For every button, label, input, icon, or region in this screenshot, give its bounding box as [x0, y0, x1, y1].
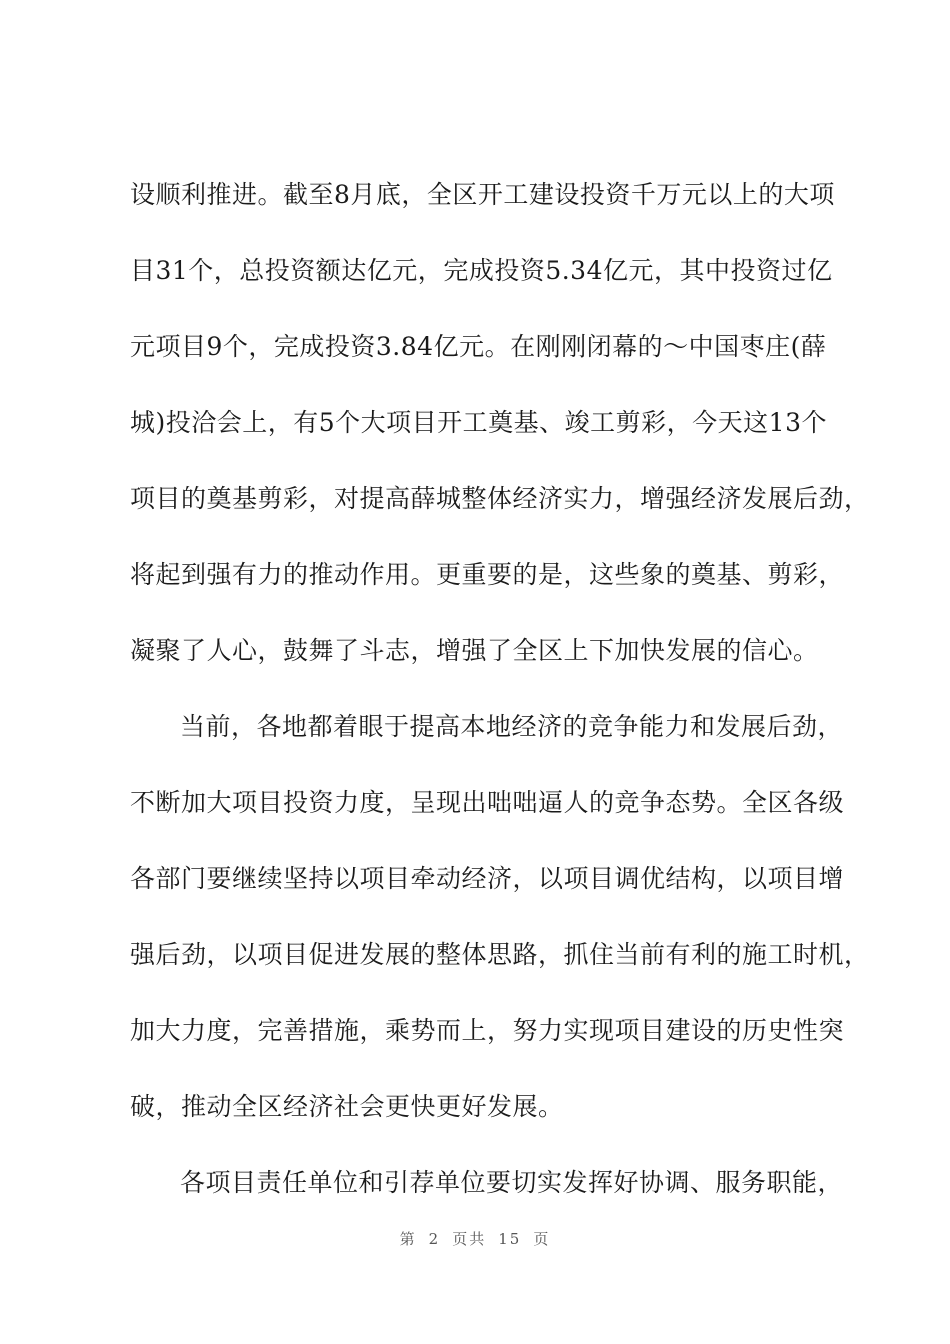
footer-suffix: 页 — [533, 1230, 551, 1248]
paragraph-1-line-3: 元项目9个，完成投资3.84亿元。在刚刚闭幕的～中国枣庄(薛 — [130, 332, 827, 361]
footer-current-page: 2 — [428, 1230, 441, 1248]
paragraph-2-line-1: 当前，各地都着眼于提高本地经济的竞争能力和发展后劲， — [180, 712, 844, 741]
paragraph-1-line-6: 将起到强有力的推动作用。更重要的是，这些象的奠基、剪彩， — [130, 560, 845, 589]
paragraph-2-line-6: 破，推动全区经济社会更快更好发展。 — [130, 1092, 564, 1121]
paragraph-2-line-5: 加大力度，完善措施，乘势而上，努力实现项目建设的历史性突 — [130, 1016, 845, 1045]
paragraph-2-line-4: 强后劲，以项目促进发展的整体思路，抓住当前有利的施工时机， — [130, 940, 870, 969]
paragraph-3-line-1: 各项目责任单位和引荐单位要切实发挥好协调、服务职能， — [180, 1168, 844, 1197]
paragraph-1-line-5: 项目的奠基剪彩，对提高薛城整体经济实力，增强经济发展后劲， — [130, 484, 870, 513]
paragraph-2-line-3: 各部门要继续坚持以项目牵动经济，以项目调优结构，以项目增 — [130, 864, 845, 893]
paragraph-1-line-2: 目31个，总投资额达亿元，完成投资5.34亿元，其中投资过亿 — [130, 256, 833, 285]
page-footer — [0, 1228, 950, 1249]
footer-total-pages: 15 — [498, 1230, 522, 1248]
footer-prefix: 第 — [399, 1230, 417, 1248]
paragraph-1-line-1: 设顺利推进。截至8月底，全区开工建设投资千万元以上的大项 — [130, 180, 835, 209]
paragraph-1-line-4: 城)投洽会上，有5个大项目开工奠基、竣工剪彩，今天这13个 — [130, 408, 827, 437]
footer-mid: 页共 — [452, 1230, 487, 1248]
paragraph-1-line-7: 凝聚了人心，鼓舞了斗志，增强了全区上下加快发展的信心。 — [130, 636, 819, 665]
paragraph-2-line-2: 不断加大项目投资力度，呈现出咄咄逼人的竞争态势。全区各级 — [130, 788, 845, 817]
